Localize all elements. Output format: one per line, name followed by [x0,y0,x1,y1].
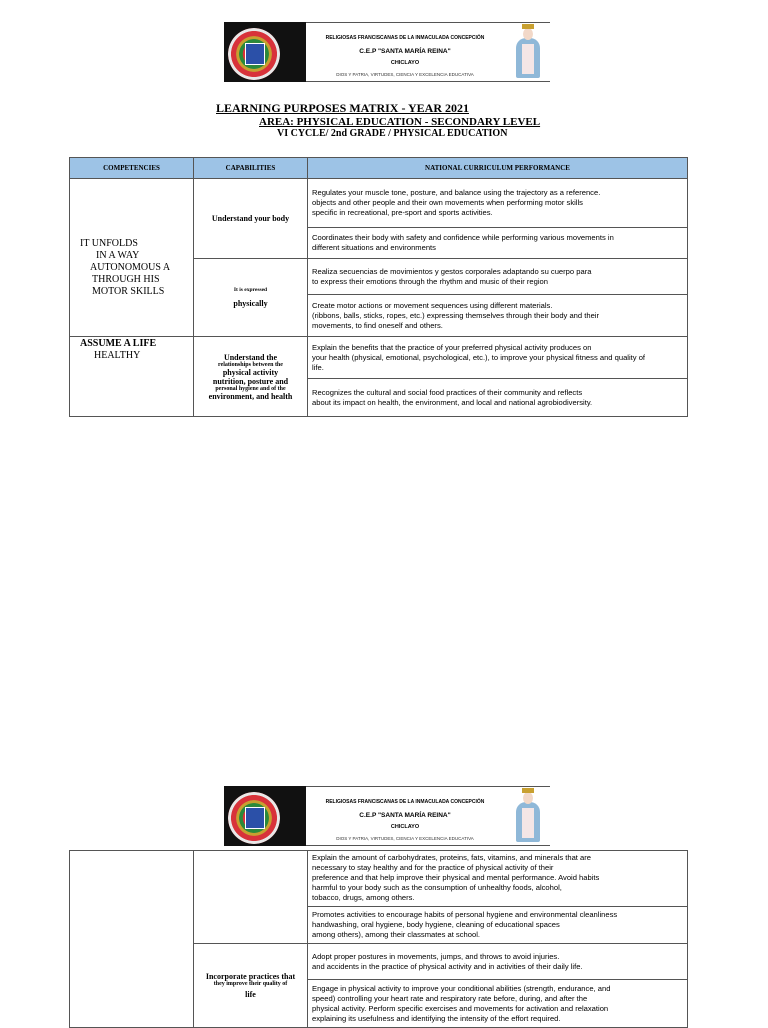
table-header-row [70,158,688,179]
competency-cell-empty [70,851,194,1028]
school-name: C.E.P "SANTA MARÍA REINA" [359,48,451,55]
performance-cell: Regulates your muscle tone, posture, and balance using the trajectory as a reference. objects and other people and their own movements when performing motor skills specific in recreational, pre-sport and sports activities. [308,179,688,228]
city-name: CHICLAYO [390,824,420,830]
school-motto: DIOS Y PATRIA, VIRTUDES, CIENCIA Y EXCELENCIA EDUCATIVA [336,836,474,841]
performance-cell: Create motor actions or movement sequences using different materials. (ribbons, balls, sticks, ropes, etc.) expressing themselves through their body and their movements, to find oneself and others. [308,295,688,337]
capability-incorporate-practices: Incorporate practices that they improve their quality of life [194,944,308,1028]
table-row [70,179,688,228]
header-performance: NATIONAL CURRICULUM PERFORMANCE [308,158,688,179]
performance-cell: Coordinates their body with safety and confidence while performing various movements in different situations and environments [308,228,688,259]
school-crest-icon [228,792,280,844]
competency-motor-skills: IT UNFOLDS IN A WAY AUTONOMOUS A THROUGH HIS MOTOR SKILLS [70,179,194,337]
capability-expressed-physically: It is expressed physically [194,259,308,337]
page-title: LEARNING PURPOSES MATRIX - YEAR 2021 [216,101,470,115]
capability-understand-relationships: Understand the relationships between the physical activity nutrition, posture and personal hygiene and of the environment, and health [194,337,308,417]
learning-matrix-table [69,157,688,417]
capability-understand-body: Understand your body [194,179,308,259]
city-name: CHICLAYO [390,60,420,66]
congregation-name: RELIGIOSAS FRANCISCANAS DE LA INMACULADA CONCEPCIÓN [325,799,485,805]
performance-cell: Adopt proper postures in movements, jumps, and throws to avoid injuries. and accidents in the practice of physical activity and in activities of their daily life. [308,944,688,980]
performance-cell: Explain the benefits that the practice of your preferred physical activity produces on your health (physical, emotional, psychological, etc.), to improve your physical fitness and quality of life. [308,337,688,379]
performance-cell: Realiza secuencias de movimientos y gestos corporales adaptando su cuerpo para to express their emotions through the rhythm and music of their region [308,259,688,295]
table-row [70,337,688,379]
table-row [70,851,688,907]
learning-matrix-table-continued [69,850,688,1028]
performance-cell: Recognizes the cultural and social food practices of their community and reflects about its impact on health, the environment, and local and national agrobiodiversity. [308,379,688,417]
header-capabilities: CAPABILITIES [194,158,308,179]
capability-cell-empty [194,851,308,944]
virgin-statue-icon [510,788,546,844]
school-header-banner [224,786,550,846]
logo-panel [224,786,306,846]
school-crest-icon [228,28,280,80]
area-title: AREA: PHYSICAL EDUCATION - SECONDARY LEVEL [259,116,541,128]
header-competencies: COMPETENCIES [70,158,194,179]
competency-healthy-life: ASSUME A LIFE HEALTHY [70,337,194,417]
performance-cell: Engage in physical activity to improve your conditional abilities (strength, endurance, and speed) controlling your heart rate and respiratory rate before, during, and after the physical activity. Perform specific exercises and movements for activation and relaxation explaining its usefulness and identifying the intensity of the effort required. [308,980,688,1028]
school-motto: DIOS Y PATRIA, VIRTUDES, CIENCIA Y EXCELENCIA EDUCATIVA [336,72,474,77]
logo-panel [224,22,306,82]
performance-cell: Promotes activities to encourage habits of personal hygiene and environmental cleanliness handwashing, oral hygiene, body hygiene, cleaning of educational spaces among others), among their classmates at school. [308,907,688,944]
performance-cell: Explain the amount of carbohydrates, proteins, fats, vitamins, and minerals that are necessary to stay healthy and for the practice of physical activity of their preference and that help improve their physical and mental performance. Avoid habits harmful to your body such as the consumption of unhealthy foods, alcohol, tobacco, drugs, among others. [308,851,688,907]
cycle-title: VI CYCLE/ 2nd GRADE / PHYSICAL EDUCATION [277,128,508,139]
school-name: C.E.P "SANTA MARÍA REINA" [359,812,451,819]
congregation-name: RELIGIOSAS FRANCISCANAS DE LA INMACULADA CONCEPCIÓN [325,35,485,41]
school-header-banner [224,22,550,82]
virgin-statue-icon [510,24,546,80]
